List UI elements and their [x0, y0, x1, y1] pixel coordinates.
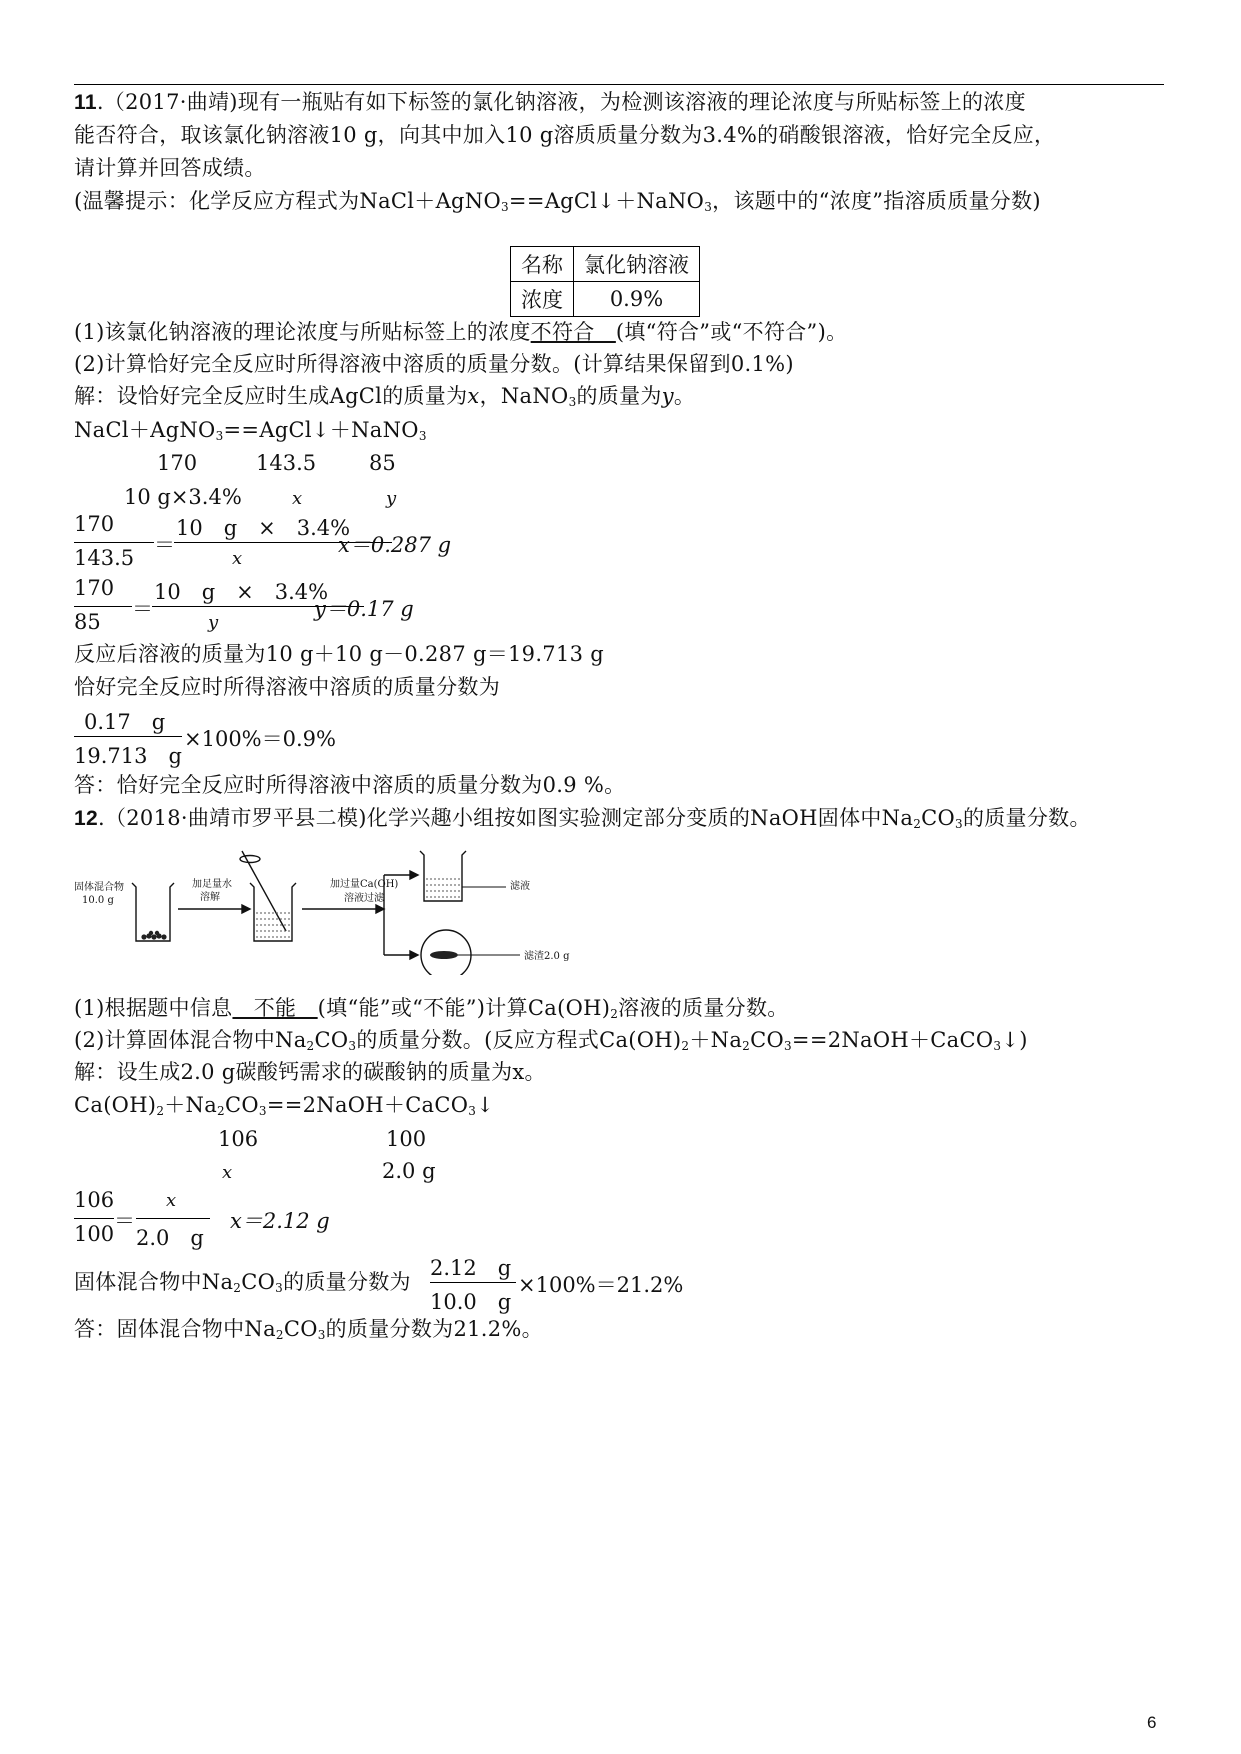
label-name-value: 氯化钠溶液 [574, 247, 700, 282]
q12-equation: $Ca(OH)_2+Na_2CO_3==2NaOH+CaCO_3↓$ [74, 1093, 495, 1118]
step2-label: 加过量Ca(OH) [330, 879, 399, 890]
q12-given-mass: 2.0 g [382, 1159, 436, 1183]
step1-label2: 溶解 [200, 892, 220, 903]
top-rule [74, 84, 1164, 85]
beaker-dissolve [240, 851, 296, 941]
q12-fraction-intro: 固体混合物中$Na_2CO_3$的质量分数为 [74, 1270, 411, 1295]
q11-unknown-y: y [386, 488, 397, 509]
q11-molar-agcl: 143.5 [256, 451, 317, 475]
q12-answer: 答：固体混合物中$Na_2CO_3$的质量分数为21.2%。 [74, 1317, 543, 1342]
q12-unknown-x: x [222, 1162, 233, 1183]
label-name-header: 名称 [511, 247, 574, 282]
label-conc-value: 0.9% [574, 282, 700, 317]
step2-label2: 溶液过滤 [344, 893, 384, 904]
label-conc-header: 浓度 [511, 282, 574, 317]
q11-part2: (2)计算恰好完全反应时所得溶液中溶质的质量分数。(计算结果保留到0.1%) [74, 352, 794, 376]
step1-label: 加足量水 [192, 879, 232, 890]
q12-line1: 12.（2018·曲靖市罗平县二模)化学兴趣小组按如图实验测定部分变质的NaOH固体中$Na_2CO_3$的质量分数。 [74, 806, 1091, 831]
q12-solution: 解：设生成2.0 g碳酸钙需求的碳酸钠的质量为x。 [74, 1060, 546, 1084]
q11-part1: (1)该氯化钠溶液的理论浓度与所贴标签上的浓度不符合 (填“符合”或“不符合”)。 [74, 320, 848, 344]
experiment-diagram [74, 845, 594, 975]
q11-equation: NaCl＋AgNO$_3$==AgCl↓＋NaNO$_3$ [74, 418, 427, 443]
label-table [510, 246, 700, 317]
solid-label: 固体混合物 [74, 882, 124, 893]
q11-solution: 解：设恰好完全反应时生成AgCl的质量为x，NaNO$_3$的质量为y。 [74, 384, 696, 409]
q11-given-mass: 10 g×3.4% [124, 485, 242, 509]
q11-part1-answer: 不符合 [530, 320, 616, 344]
q11-unknown-x: x [292, 488, 303, 509]
q11-hint: (温馨提示：化学反应方程式为NaCl＋AgNO$_3$==AgCl↓＋NaNO$_3$，该题中的“浓度”指溶质质量分数) [74, 189, 1041, 214]
q12-molar-na2co3: 106 [218, 1127, 259, 1151]
q12-molar-caco3: 100 [386, 1127, 427, 1151]
dissolve-solution [256, 913, 290, 937]
q11-line2: 能否符合，取该氯化钠溶液10 g，向其中加入10 g溶质质量分数为3.4%的硝酸银溶液，恰好完全反应， [74, 123, 1056, 147]
residue-label: 滤渣2.0 g [524, 951, 570, 962]
filter-paper-residue [421, 930, 520, 975]
q11-fraction-intro: 恰好完全反应时所得溶液中溶质的质量分数为 [74, 675, 500, 699]
q12-part2: (2)计算固体混合物中$Na_2CO_3$的质量分数。(反应方程式$Ca(OH)_2+Na_2CO_3==2NaOH+CaCO_3↓$) [74, 1028, 1028, 1053]
beaker-filtrate [420, 851, 506, 901]
page-number: 6 [1147, 1713, 1157, 1732]
q11-number: 11 [74, 91, 97, 114]
q11-solution-mass: 反应后溶液的质量为10 g＋10 g－0.287 g＝19.713 g [74, 642, 605, 666]
q12-part1-answer: 不能 [232, 996, 318, 1020]
q11-answer: 答：恰好完全反应时所得溶液中溶质的质量分数为0.9 %。 [74, 773, 626, 797]
q11-line1: 11.（2017·曲靖)现有一瓶贴有如下标签的氯化钠溶液，为检测该溶液的理论浓度与所贴标签上的浓度 [74, 90, 1026, 114]
q11-molar-nano3: 85 [369, 451, 396, 475]
filtrate-label: 滤液 [510, 881, 530, 892]
document-page: 11.（2017·曲靖)现有一瓶贴有如下标签的氯化钠溶液，为检测该溶液的理论浓度与所贴标签上的浓度 能否符合，取该氯化钠溶液10 g，向其中加入10 g溶质质量分数为3.4%的硝酸银溶液，恰好完全反应， 请计算并回答成绩。 (温馨提示：化学反应方程式为NaCl＋AgNO$_3$==AgCl↓＋NaNO$_3$，该题中的“浓度”指溶质质量分数) 名称 氯化钠溶液 浓度 0.9% (1)该氯化钠溶液的理论浓度与所贴标签上的浓度不符合 (填“符合”或“不符合”)。 (2)计算恰好完全反应时所得溶液中溶质的质量分数。(计算结果保留到0.1%) 解：设恰好完全反应时生成AgCl的质量为x，NaNO$_3$的质量为y。 NaCl＋AgNO$_3$==AgCl↓＋NaNO$_3$ 170 143.5 85 10 g×3.4% x y 170 143.5 ＝ 10 g × 3.4% x x＝0.287 g 170 85 ＝ 10 g × 3.4% y y＝0.17 g 反应后溶液的质量为10 g＋10 g－0.287 g＝19.713 g 恰好完全反应时所得溶液中溶质的质量分数为 0.17 g 19.713 g ×100%＝0.9% 答：恰好完全反应时所得溶液中溶质的质量分数为0.9 %。 12.（2018·曲靖市罗平县二模)化学兴趣小组按如图实验测定部分变质的NaOH固体中$Na_2CO_3$的质量分数。 固体混合物 10.0 g 加足量水 溶解 加过量Ca(OH) 溶液过滤 滤液 滤渣2.0 g (1)根据题中信息 不能 (填“能”或“不能”)计算$Ca(OH)_2$溶液的质量分数。 (2)计算固体混合物中$Na_2CO_3$的质量分数。(反应方程式$Ca(OH)_2+Na_2CO_3==2NaOH+CaCO_3↓$) 解：设生成2.0 g碳酸钙需求的碳酸钠的质量为x。 $Ca(OH)_2+Na_2CO_3==2NaOH+CaCO_3↓$ 106 100 x 2.0 g 106 100 ＝ x 2.0 g x＝2.12 g 固体混合物中$Na_2CO_3$的质量分数为 2.12 g 10.0 g ×100%＝21.2% 答：固体混合物中$Na_2CO_3$的质量分数为21.2%。 6 [0, 0, 1241, 1754]
solid-mass-label: 10.0 g [82, 895, 114, 906]
q11-line3: 请计算并回答成绩。 [74, 156, 266, 180]
q12-part1: (1)根据题中信息 不能 (填“能”或“不能”)计算$Ca(OH)_2$溶液的质量分数。 [74, 996, 789, 1021]
q12-number: 12 [74, 807, 98, 830]
solid-particles [141, 931, 166, 940]
q11-molar-nacl: 170 [157, 451, 198, 475]
